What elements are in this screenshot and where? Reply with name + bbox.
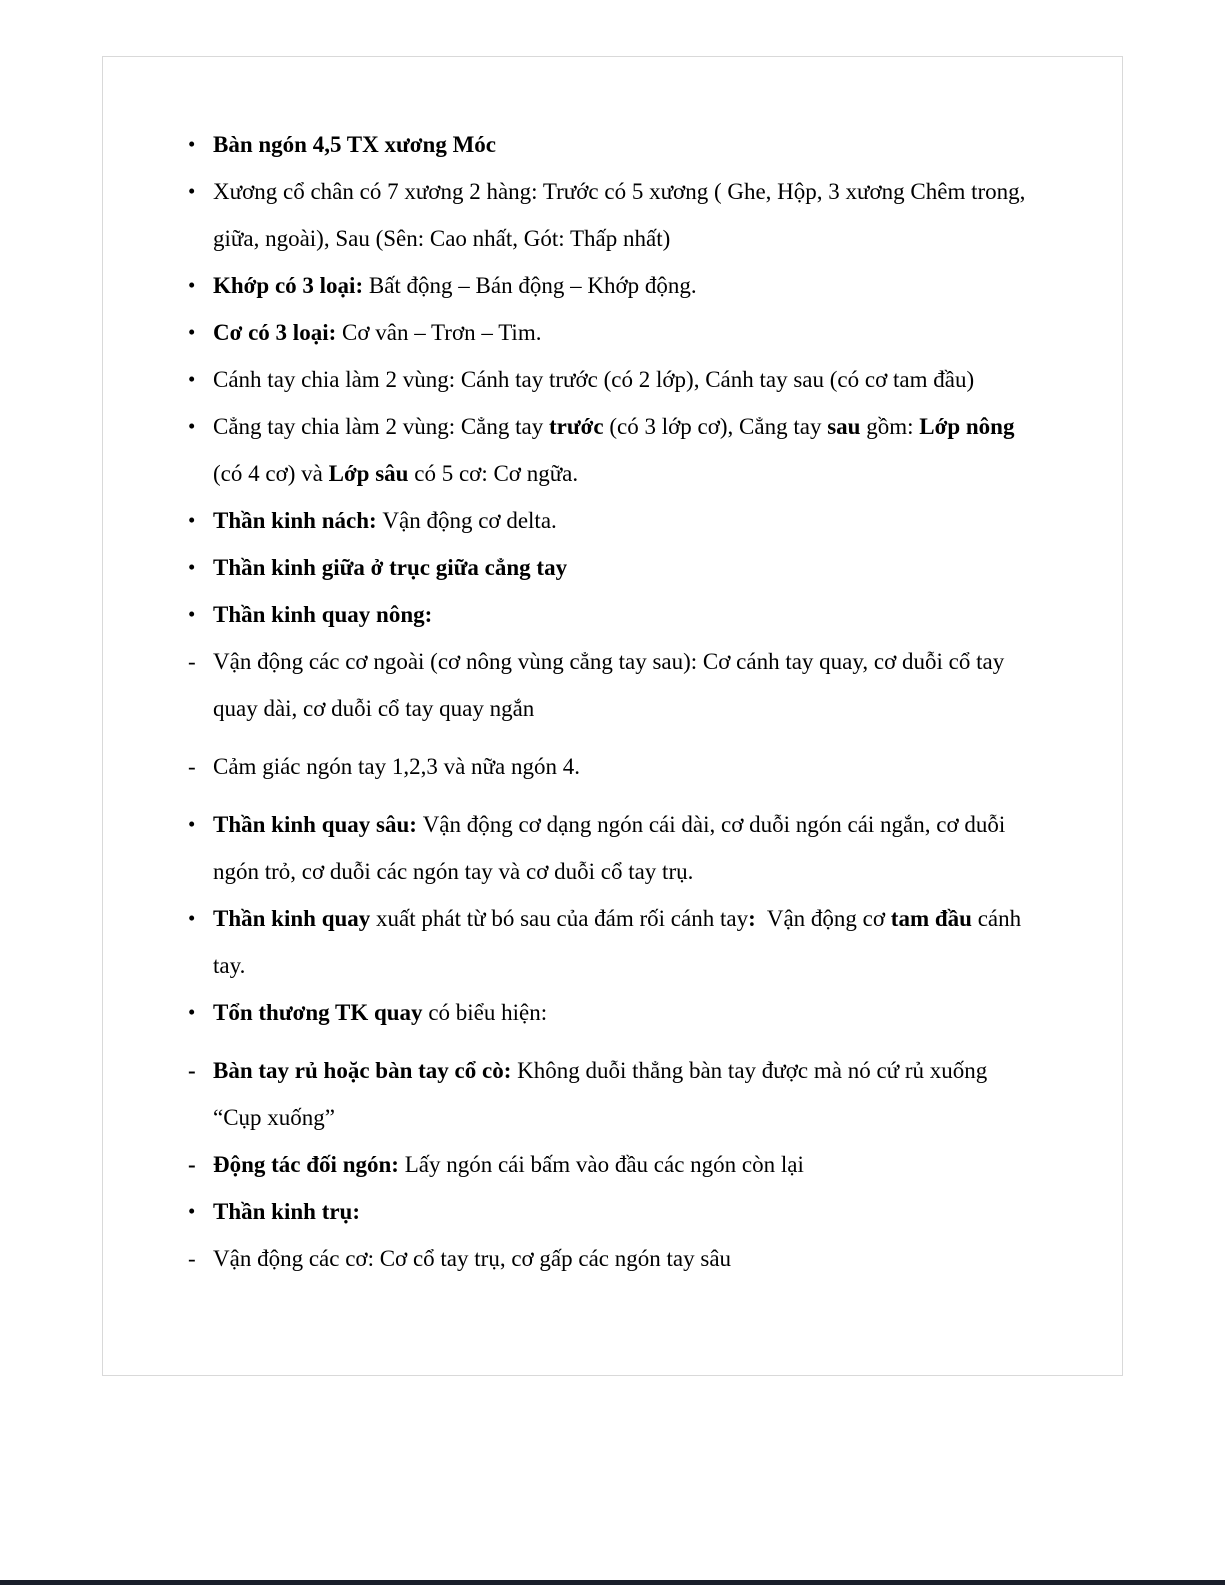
text-run: gồm: (860, 414, 920, 439)
dash-icon: - (188, 1058, 196, 1083)
text-run: Khớp có 3 loại: (213, 273, 369, 298)
text-run: : (748, 906, 756, 931)
text-run: Thần kinh quay nông: (213, 602, 433, 627)
text-run: Lớp sâu (328, 461, 409, 486)
list-item-text (213, 320, 541, 345)
dash-icon: - (188, 1152, 196, 1177)
text-run: Vận động cơ dạng ngón cái dài, cơ duỗi ngón cái ngắn, cơ duỗi ngón trỏ, cơ duỗi các ngón tay và cơ duỗi cổ tay trụ. (213, 812, 1012, 884)
list-item (188, 743, 1038, 790)
list-item-text (213, 649, 1010, 721)
bullet-icon: • (188, 1199, 196, 1223)
list-item-text (213, 179, 1031, 251)
list-item (188, 544, 1038, 591)
text-run: cánh tay. (213, 906, 1027, 978)
dash-icon: - (188, 649, 196, 674)
text-run: sau (827, 414, 861, 439)
text-run: Vận động các cơ: Cơ cổ tay trụ, cơ gấp các ngón tay sâu (213, 1246, 732, 1271)
text-run: Bàn tay rủ hoặc bàn tay cổ cò: (213, 1058, 518, 1083)
list-item (188, 895, 1038, 989)
list-item-text (213, 1152, 804, 1177)
list-item-text (213, 367, 974, 392)
bullet-icon: • (188, 414, 196, 438)
bullet-icon: • (188, 508, 196, 532)
text-run: Tổn thương TK quay (213, 1000, 423, 1025)
text-run: Cẳng tay chia làm 2 vùng: Cẳng tay (213, 414, 549, 439)
text-run: Thần kinh quay (213, 906, 371, 931)
list-item (188, 121, 1038, 168)
list-item-text (213, 414, 1020, 486)
text-run: Lớp nông (919, 414, 1015, 439)
text-run: Lấy ngón cái bấm vào đầu các ngón còn lại (404, 1152, 804, 1177)
text-run: (có 4 cơ) và (213, 414, 1021, 486)
text-run: Cánh tay chia làm 2 vùng: Cánh tay trước (có 2 lớp), Cánh tay sau (có cơ tam đầu) (213, 367, 975, 392)
text-run: trước (548, 414, 604, 439)
text-run: có biểu hiện: (422, 1000, 548, 1025)
bullet-icon: • (188, 1000, 196, 1024)
text-run: (có 3 lớp cơ), Cẳng tay (603, 414, 828, 439)
list-item (188, 309, 1038, 356)
bullet-icon: • (188, 812, 196, 836)
text-run: Thần kinh nách: (213, 508, 383, 533)
list-item-text (213, 1246, 731, 1271)
bullet-icon: • (188, 132, 196, 156)
bullet-icon: • (188, 273, 196, 297)
list-item-text (213, 555, 567, 580)
dash-icon: - (188, 754, 196, 779)
text-run: Cảm giác ngón tay 1,2,3 và nữa ngón 4. (213, 754, 580, 779)
list-item-text (213, 812, 1011, 884)
text-run: Thần kinh giữa ở trục giữa cẳng tay (213, 555, 568, 580)
list-item (188, 1188, 1038, 1235)
list-item (188, 403, 1038, 497)
list-item (188, 497, 1038, 544)
bullet-icon: • (188, 602, 196, 626)
list-item (188, 801, 1038, 895)
list-item-text (213, 754, 580, 779)
text-run: Vận động các cơ ngoài (cơ nông vùng cẳng tay sau): Cơ cánh tay quay, cơ duỗi cổ tay quay dài, cơ duỗi cổ tay quay ngắn (213, 649, 1010, 721)
list-item-text (213, 508, 557, 533)
list-item-text (213, 602, 432, 627)
text-run: Bàn ngón 4,5 TX xương Móc (213, 132, 496, 157)
list-item (188, 262, 1038, 309)
taskbar-edge (0, 1580, 1225, 1585)
list-item (188, 989, 1038, 1036)
text-run: Cơ có 3 loại: (213, 320, 342, 345)
list-item (188, 168, 1038, 262)
text-run: Vận động cơ delta. (382, 508, 557, 533)
text-run: Thần kinh trụ: (213, 1199, 361, 1224)
text-run: Vận động cơ (755, 906, 891, 931)
bullet-icon: • (188, 555, 196, 579)
text-run: Thần kinh quay sâu: (213, 812, 423, 837)
list-item-text (213, 1058, 993, 1130)
document-page (102, 56, 1123, 1376)
list-item-text (213, 273, 697, 298)
list-item (188, 1235, 1038, 1282)
dash-icon: - (188, 1246, 196, 1271)
list-item (188, 1047, 1038, 1141)
list-item (188, 1141, 1038, 1188)
list-item-text (213, 906, 1027, 978)
list-item-text (213, 1000, 547, 1025)
text-run: Cơ vân – Trơn – Tim. (342, 320, 542, 345)
list-item-text (213, 1199, 360, 1224)
bullet-icon: • (188, 320, 196, 344)
text-run: Không duỗi thẳng bàn tay được mà nó cứ rủ xuống “Cụp xuống” (213, 1058, 994, 1130)
text-run: Xương cổ chân có 7 xương 2 hàng: Trước có 5 xương ( Ghe, Hộp, 3 xương Chêm trong, giữa, ngoài), Sau (Sên: Cao nhất, Gót: Thấp nhất) (213, 179, 1032, 251)
text-run: xuất phát từ bó sau của đám rối cánh tay (370, 906, 749, 931)
text-run: tam đầu (890, 906, 972, 931)
document-body (103, 57, 1122, 1282)
bullet-icon: • (188, 367, 196, 391)
bullet-icon: • (188, 179, 196, 203)
text-run: Động tác đối ngón: (213, 1152, 405, 1177)
text-run: Bất động – Bán động – Khớp động. (368, 273, 697, 298)
list-item-text (213, 132, 496, 157)
list-item (188, 356, 1038, 403)
text-run: có 5 cơ: Cơ ngữa. (408, 461, 579, 486)
bullet-icon: • (188, 906, 196, 930)
list-item (188, 591, 1038, 638)
list-item (188, 638, 1038, 732)
